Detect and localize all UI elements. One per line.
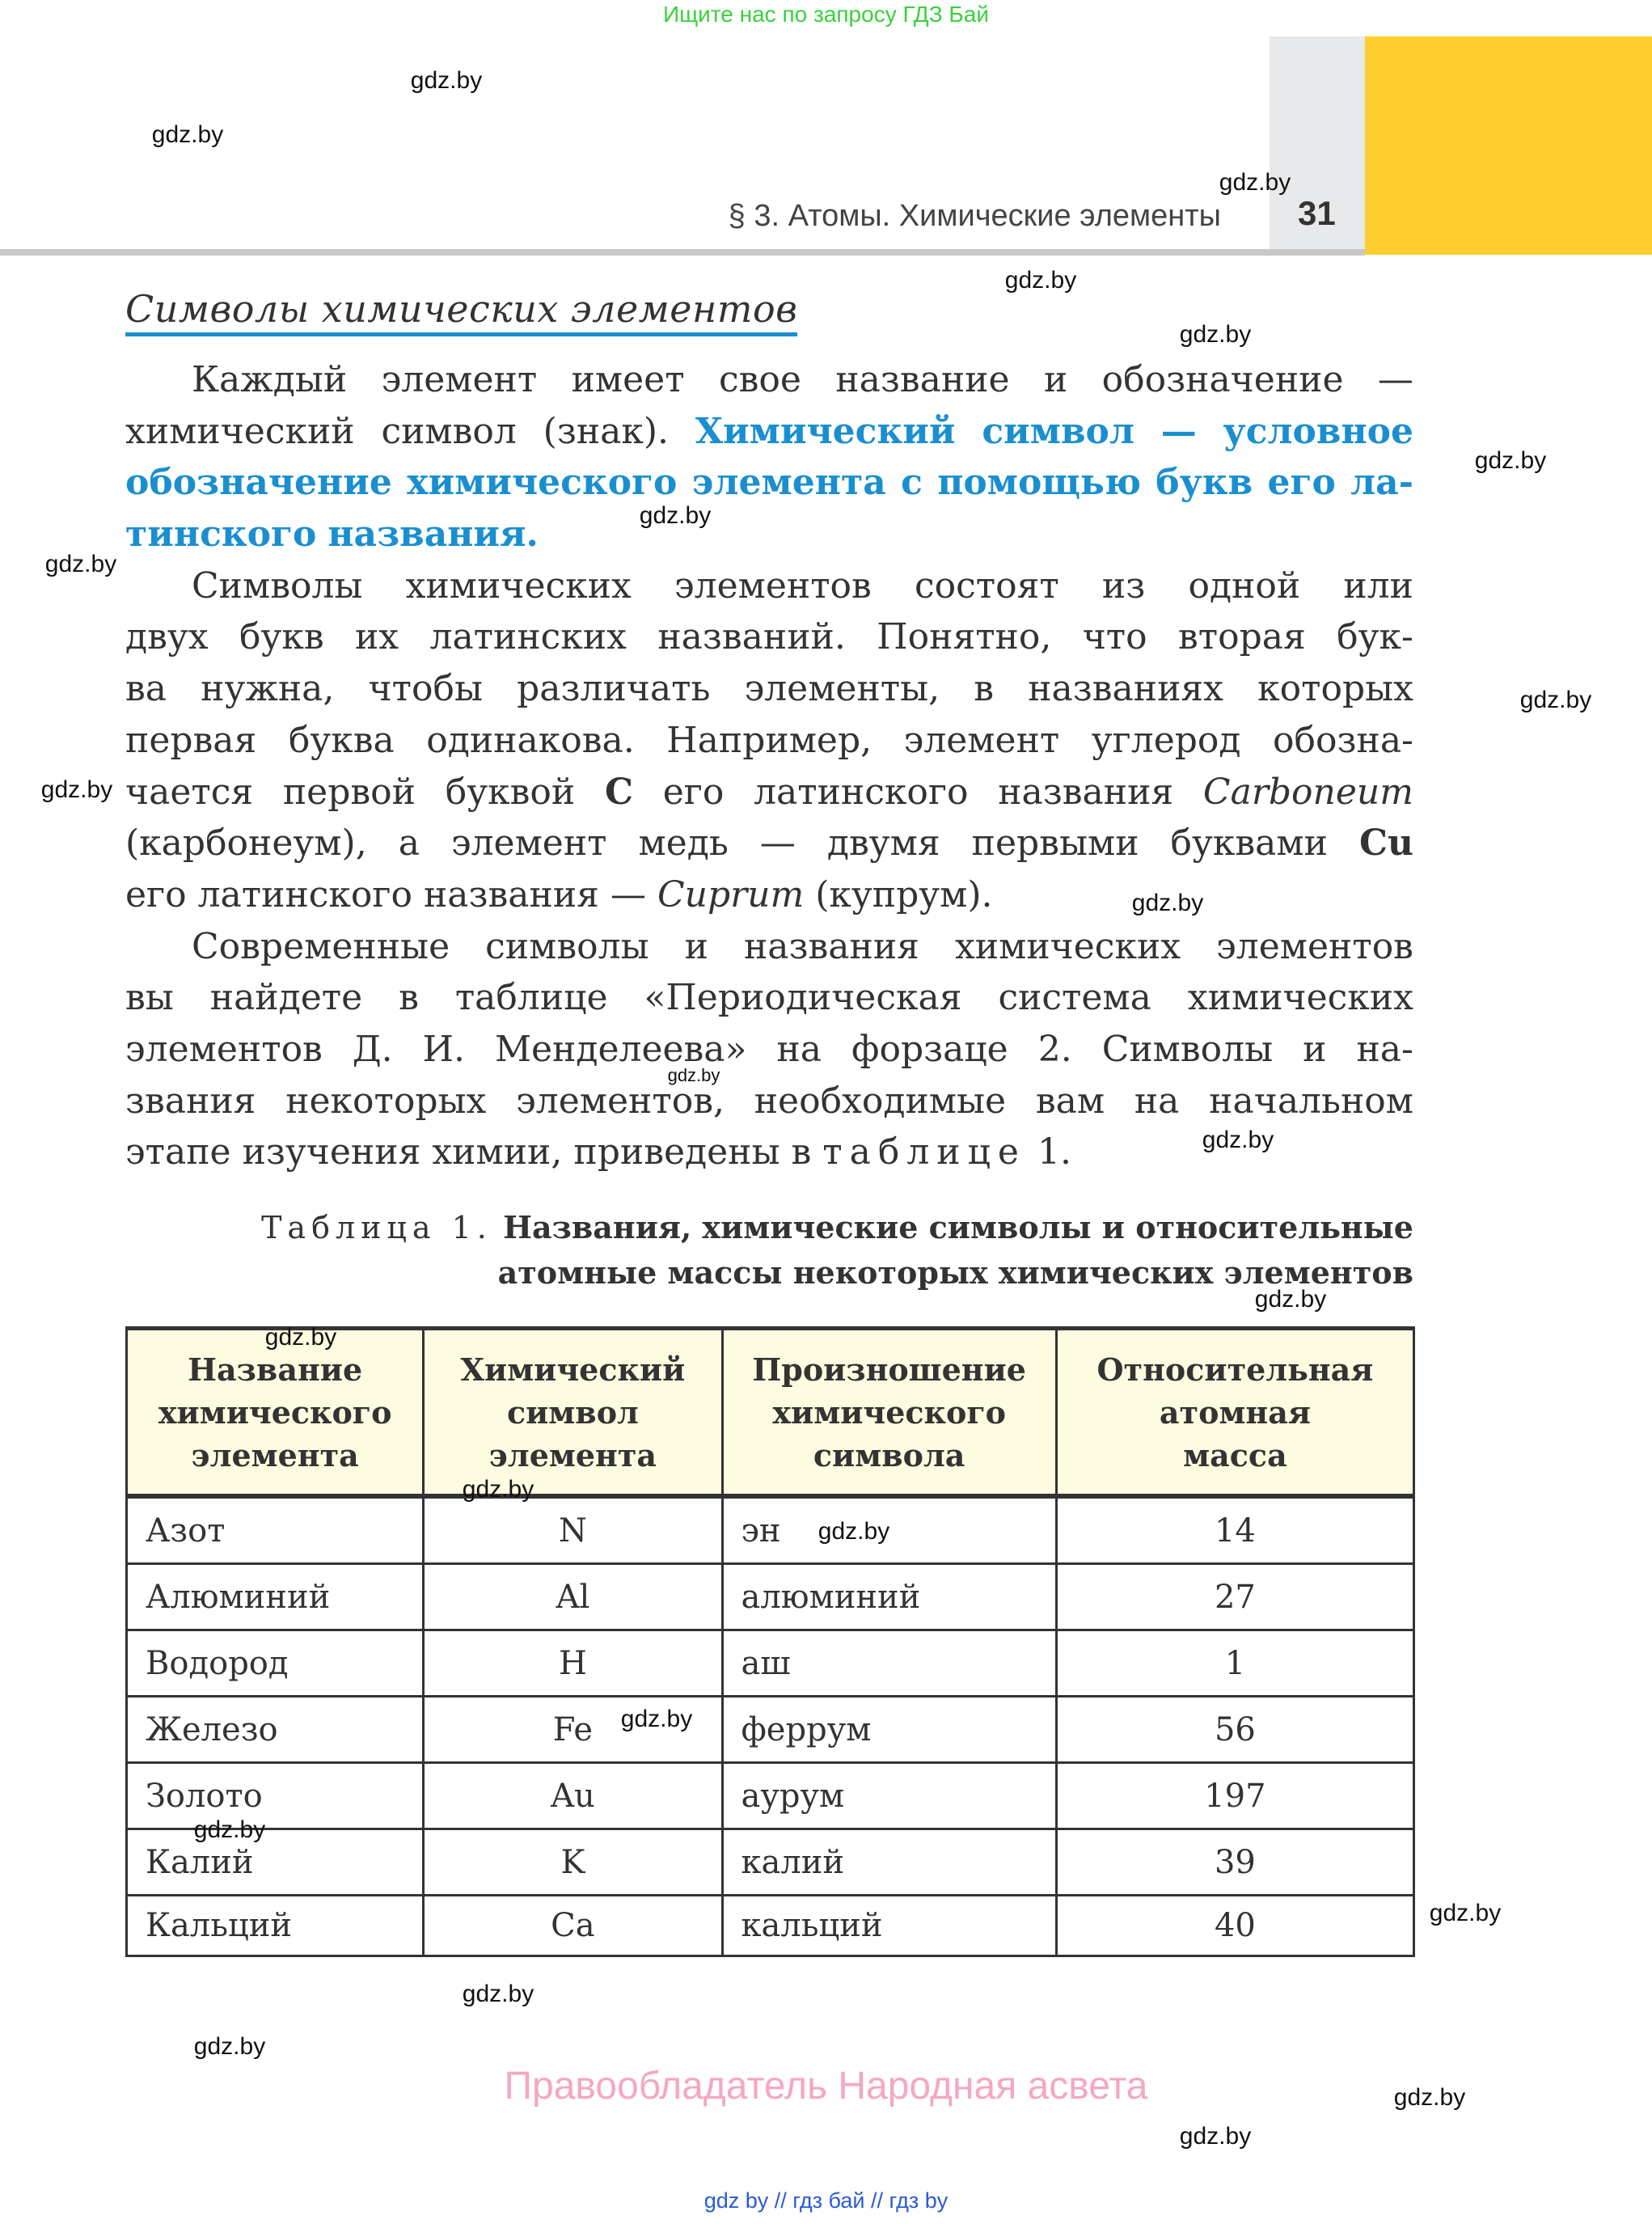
watermark: gdz.by [1202,1127,1274,1153]
watermark: gdz.by [1254,1286,1327,1313]
caption-line-2: атомные массы некоторых химических элементов [497,1254,1413,1291]
column-header-line: Относительная [1096,1351,1374,1388]
text-word: ва [125,668,167,710]
text-word: его [662,771,725,813]
caption-line-1: Названия, химические символы и относительные [492,1209,1413,1245]
text-word: некоторых [285,1080,487,1122]
text-word: вторая [1178,616,1306,658]
text-word: — [1160,410,1197,452]
text-word: Cuprum [657,873,805,915]
atomic-mass-cell: 39 [1056,1829,1413,1896]
text-word: название [835,359,1010,400]
text-line [125,715,1413,767]
text-word: Символы [1101,1028,1274,1070]
text-word: 2. [1037,1028,1072,1070]
text-word: элементов [1216,925,1413,967]
watermark: gdz.by [193,2033,266,2060]
text-word: обозна- [1273,719,1413,761]
table-row [127,1564,1414,1630]
watermark: gdz.by [1004,267,1077,294]
column-header-line: элемента [191,1436,359,1474]
text-line [125,1024,1413,1076]
text-word: (карбонеум), [125,822,367,865]
atomic-mass-cell: 40 [1056,1896,1413,1956]
text-word: названия [423,873,599,915]
table-row [127,1763,1414,1829]
text-word: элемент [381,359,538,400]
column-header-line: символа [813,1436,965,1474]
text-word: буква [288,719,395,761]
text-word: элементов, [516,1080,725,1122]
text-word: нужна, [201,668,335,710]
text-line [125,406,1413,458]
watermark: gdz.by [620,1706,693,1732]
symbol-pronunciation-cell: кальций [722,1896,1056,1956]
text-word: химический [125,410,355,452]
text-word: в [791,1131,812,1173]
element-name-cell: Золото [127,1763,424,1829]
column-header-line: химического [772,1393,1006,1431]
watermark: gdz.by [639,502,712,529]
atomic-mass-cell: 56 [1056,1697,1413,1763]
element-symbol-cell: Au [424,1763,722,1829]
text-word: медь [638,822,729,865]
element-name-cell: Алюминий [127,1564,424,1630]
text-word: первой [282,771,416,813]
text-word: форзаце [851,1028,1008,1070]
text-word: Менделеева» [494,1028,747,1070]
text-word: и [1303,1028,1327,1070]
text-line [125,663,1413,715]
text-word: элементы, [744,668,940,710]
symbol-pronunciation-cell: аурум [722,1763,1056,1829]
text-line [125,767,1413,818]
text-word: его [1267,462,1336,504]
text-word: бук- [1337,616,1413,658]
element-name-cell: Водород [127,1630,424,1697]
text-word: система [998,977,1151,1019]
text-word: латинского [754,771,969,813]
element-symbol-cell: Al [424,1564,722,1630]
text-line [125,457,1413,509]
text-word: первая [125,719,257,761]
element-symbol-cell: N [424,1496,722,1564]
watermark: gdz.by [462,1981,534,2007]
text-word: (знак). [543,410,670,452]
element-symbol-cell: K [424,1829,722,1896]
text-word: буквой [445,771,576,813]
element-name-cell: Азот [127,1496,424,1564]
element-symbol-cell: Ca [424,1896,722,1956]
watermark: gdz.by [44,551,117,577]
element-symbol-cell: Fe [424,1697,722,1763]
table-row [127,1697,1414,1763]
watermark: gdz.by [818,1518,890,1545]
symbol-pronunciation-cell: алюминий [722,1564,1056,1630]
text-word: — [759,822,796,865]
table-caption [261,1205,1413,1296]
table-row [127,1630,1414,1697]
element-name-cell: Кальций [127,1896,424,1956]
text-word: в [399,977,419,1019]
table-row [127,1896,1414,1956]
text-word: которых [1257,668,1413,710]
text-word: элемент [450,822,607,865]
text-word: первыми [971,822,1139,865]
watermark: gdz.by [1429,1900,1502,1926]
text-word: химических [954,925,1181,967]
table-row [127,1496,1414,1564]
header-divider [0,249,1365,256]
text-word: элемента [691,462,886,504]
watermark: gdz.by [667,1065,720,1085]
text-word: что [1082,616,1147,658]
text-word: Д. [352,1028,393,1070]
text-word: символ [381,410,517,452]
table-header-row [127,1329,1414,1497]
text-word: имеет [571,359,685,400]
text-word: состоят [915,564,1059,607]
column-header-line: символ [506,1393,639,1431]
text-word: начальном [1209,1080,1413,1122]
text-word: и [684,925,708,967]
text-word: Понятно, [877,616,1052,658]
text-word: химических [1187,977,1413,1019]
footer-links[interactable]: gdz by // гдз бай // гдз by [703,2188,949,2213]
text-word: названия [998,771,1174,813]
text-word: обозначение [1101,359,1344,400]
element-name-cell: Калий [127,1829,424,1896]
watermark: gdz.by [1131,890,1204,916]
text-word: элементов [674,564,872,607]
text-word: свое [718,359,801,400]
text-word: найдете [209,977,363,1019]
text-word: (купрум). [815,873,993,915]
text-word: в [974,668,995,710]
text-word: его [125,873,187,915]
symbol-pronunciation-cell: феррум [722,1697,1056,1763]
symbol-pronunciation-cell: аш [722,1630,1056,1697]
text-line [125,1076,1413,1127]
table-row [127,1829,1414,1896]
text-word: букв [1156,462,1253,504]
text-line [125,972,1413,1024]
text-word: Cu [1358,822,1413,865]
text-word: таблице [454,977,608,1019]
symbol-pronunciation-cell: эн [722,1496,1056,1564]
text-word: C [604,771,633,813]
running-head: § 3. Атомы. Химические элементы [728,199,1221,233]
text-word: приведены [573,1131,780,1173]
section-title: Символы химических элементов [125,287,797,336]
yellow-tab-decoration [1365,36,1652,255]
symbol-pronunciation-cell: калий [722,1829,1056,1896]
text-line [125,611,1413,663]
text-word: названия [743,925,919,967]
text-word: — [610,873,646,915]
text-word: «Периодическая [644,977,962,1019]
copyright-notice: Правообладатель Народная асвета [504,2065,1148,2108]
column-header-line: Название [188,1351,363,1388]
text-word: этапе [125,1131,231,1173]
body-text [125,354,1413,1178]
watermark: gdz.by [40,776,113,803]
text-word: ла- [1350,462,1413,504]
column-header-line: элемента [488,1436,657,1474]
column-header-line: масса [1183,1436,1287,1474]
text-word: Химический [695,410,956,452]
text-word: на [776,1028,822,1070]
text-line [125,560,1413,612]
element-name-cell: Железо [127,1697,424,1763]
watermark: gdz.by [1179,2123,1252,2150]
watermark: gdz.by [1179,321,1252,348]
elements-table [125,1326,1415,1957]
text-word: латинских [429,616,627,658]
text-word: на [1134,1080,1180,1122]
text-word: названий. [657,616,846,658]
text-word: необходимые [754,1080,1007,1122]
watermark: gdz.by [462,1476,534,1503]
text-word: различать [517,668,711,710]
text-word: символы [485,925,649,967]
text-word: названия. [327,514,539,556]
text-word: — [1377,359,1413,400]
text-word: химических [405,564,632,607]
text-word: названиях [1028,668,1223,710]
atomic-mass-cell: 197 [1056,1763,1413,1829]
page-number: 31 [1298,194,1336,232]
column-header [127,1329,424,1497]
atomic-mass-cell: 27 [1056,1564,1413,1630]
text-word: вы [125,977,174,1019]
text-word: помощью [937,462,1141,504]
column-header [424,1329,722,1497]
text-word: Современные [192,925,450,967]
text-word: вам [1035,1080,1105,1122]
text-word: тинского [125,514,317,556]
column-header-line: Химический [460,1351,686,1388]
watermark: gdz.by [264,1324,337,1351]
text-word: буквами [1170,822,1328,865]
text-word: И. [422,1028,465,1070]
text-word: Каждый [192,359,348,400]
text-line [125,818,1413,869]
text-word: чтобы [368,668,483,710]
watermark: gdz.by [410,67,483,94]
text-word: из [1101,564,1146,607]
text-word: чается [125,771,254,813]
text-word: элементов [125,1028,323,1070]
atomic-mass-cell: 14 [1056,1496,1413,1564]
text-word: элемент [903,719,1060,761]
text-word: латинского [197,873,412,915]
column-header-line: химического [158,1393,392,1431]
text-word: звания [125,1080,256,1122]
text-word: букв [239,616,324,658]
column-header-line: атомная [1159,1393,1311,1431]
text-word: химии, [432,1131,563,1173]
text-word: одной [1188,564,1301,607]
text-line [125,354,1413,406]
text-word: Например, [666,719,872,761]
text-word: а [398,822,420,865]
watermark: gdz.by [1519,687,1592,713]
text-line [125,921,1413,973]
text-word: условное [1223,410,1413,452]
text-word: обозначение [125,462,392,504]
text-word: двумя [826,822,940,865]
text-word: одинакова. [426,719,635,761]
text-word: символ [982,410,1134,452]
text-word: с [901,462,923,504]
text-line [125,509,1413,560]
text-word: изучения [242,1131,421,1173]
element-symbol-cell: H [424,1630,722,1697]
text-word: или [1343,564,1413,607]
search-hint: Ищите нас по запросу ГДЗ Бай [662,2,990,27]
column-header-line: Произношение [752,1351,1026,1388]
watermark: gdz.by [193,1816,266,1843]
text-word: Символы [192,564,363,607]
text-word: Carboneum [1202,771,1413,813]
text-word: 1. [1037,1131,1071,1173]
text-line [125,869,1413,921]
watermark: gdz.by [1474,447,1547,474]
column-header [722,1329,1056,1497]
watermark: gdz.by [151,121,224,148]
atomic-mass-cell: 1 [1056,1630,1413,1697]
text-word: таблице [822,1131,1026,1173]
text-word: на- [1356,1028,1413,1070]
column-header [1056,1329,1413,1497]
text-word: и [1043,359,1068,400]
text-word: углерод [1091,719,1241,761]
watermark: gdz.by [1393,2084,1466,2111]
text-word: двух [125,616,209,658]
watermark: gdz.by [1219,169,1291,196]
text-word: их [354,616,399,658]
text-word: химического [407,462,678,504]
caption-label: Таблица 1. [261,1210,492,1245]
